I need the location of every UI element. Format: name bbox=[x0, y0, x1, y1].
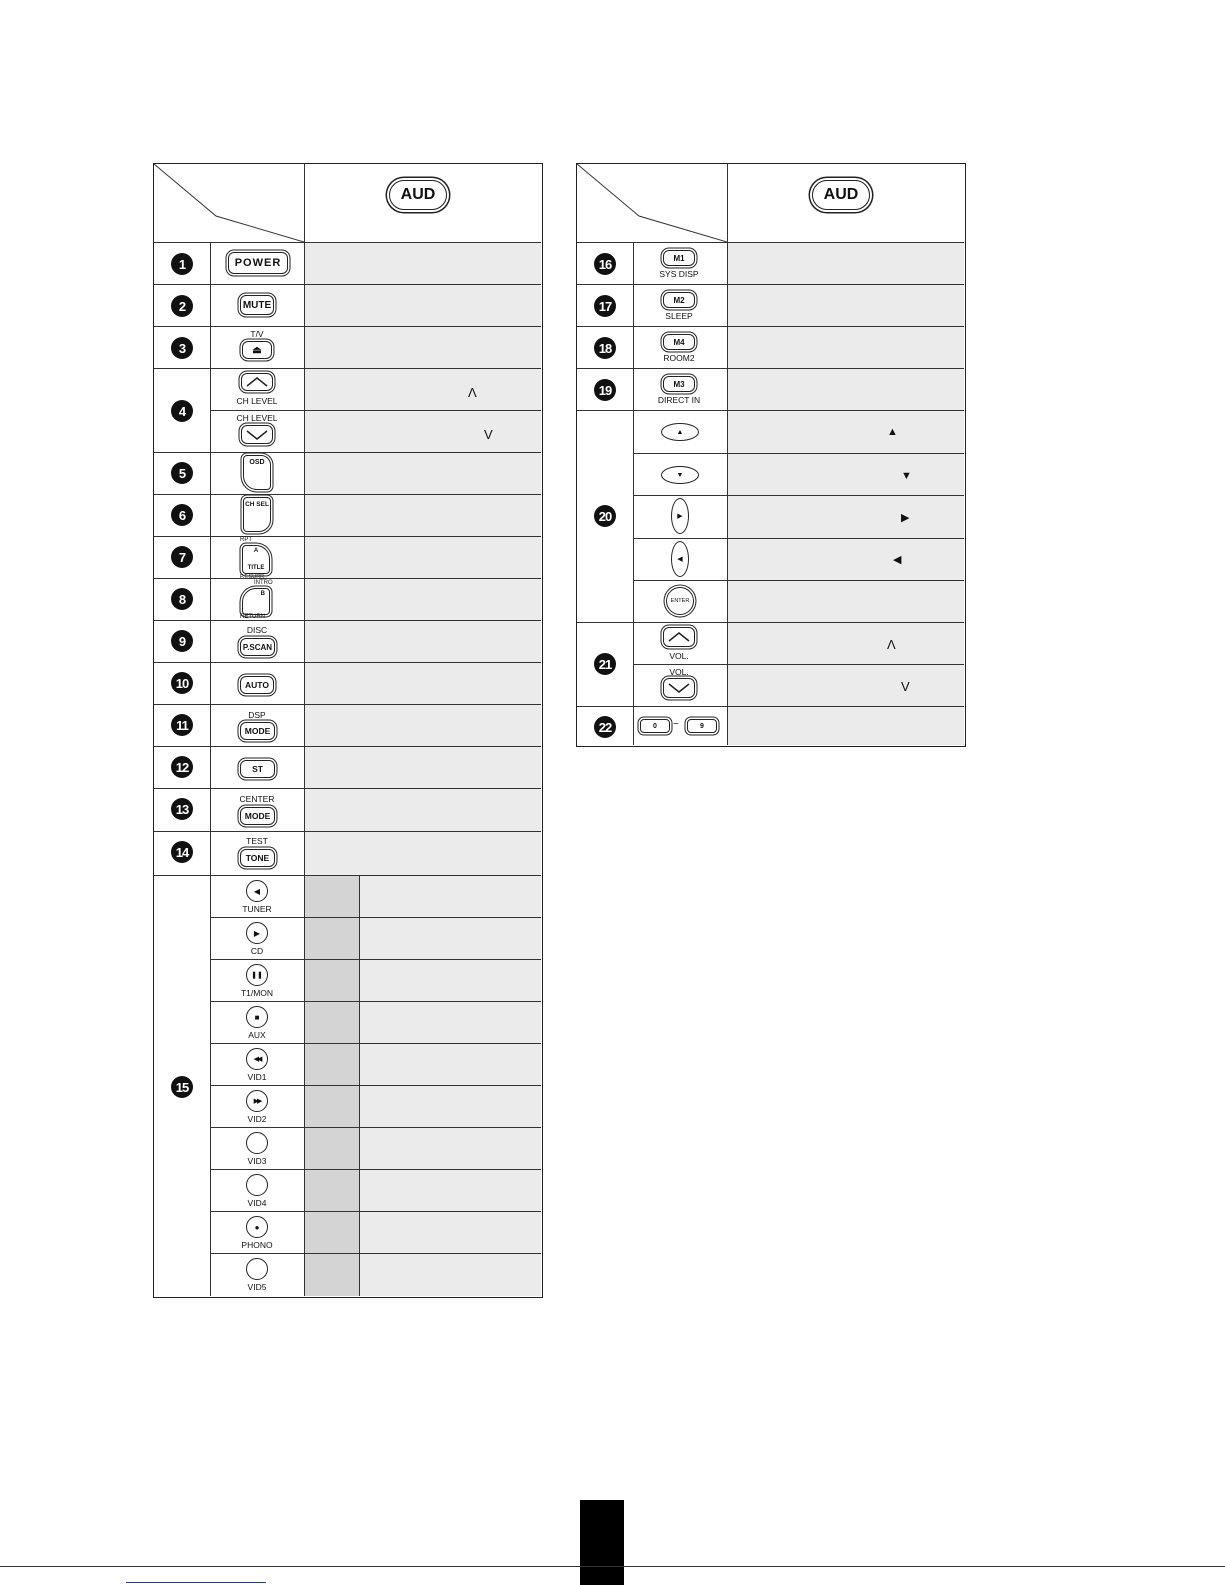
vid3-button[interactable] bbox=[246, 1132, 268, 1154]
vid2-label: VID2 bbox=[247, 1114, 267, 1124]
a-label: A bbox=[253, 548, 259, 554]
intro-label: INTRO bbox=[254, 580, 273, 586]
row-number: 15 bbox=[171, 1076, 193, 1098]
left-function-table bbox=[153, 163, 543, 1298]
row-number: 20 bbox=[594, 505, 616, 527]
chevron-up-icon bbox=[246, 377, 268, 387]
row-number: 9 bbox=[171, 630, 193, 652]
tilde-label: ~ bbox=[673, 719, 679, 730]
title-a-button[interactable] bbox=[242, 545, 270, 574]
row-number: 17 bbox=[594, 295, 616, 317]
title-label: TITLE bbox=[247, 565, 265, 571]
row-number: 13 bbox=[171, 798, 193, 820]
st-button[interactable]: ST bbox=[240, 760, 275, 778]
chevron-down-icon bbox=[246, 430, 268, 440]
up-mark-icon: ▲ bbox=[887, 426, 898, 438]
row-number: 8 bbox=[171, 588, 193, 610]
disc-label: DISC bbox=[246, 625, 268, 635]
row-number: 7 bbox=[171, 546, 193, 568]
row-number: 18 bbox=[594, 337, 616, 359]
vid5-button[interactable] bbox=[246, 1258, 268, 1280]
ch-level-label: CH LEVEL bbox=[236, 396, 278, 406]
phono-label: PHONO bbox=[241, 1240, 273, 1250]
ch-level-up-button[interactable] bbox=[241, 373, 273, 391]
ft-surr-label: F.T.SURR bbox=[240, 574, 265, 580]
tuner-button[interactable]: ◀ bbox=[246, 880, 268, 902]
room2-label: ROOM2 bbox=[663, 353, 695, 363]
ch-level-label: CH LEVEL bbox=[236, 413, 278, 423]
row-number: 14 bbox=[171, 841, 193, 863]
row-number: 3 bbox=[171, 337, 193, 359]
row-number: 2 bbox=[171, 295, 193, 317]
row-number: 10 bbox=[171, 672, 193, 694]
footer-link-underline bbox=[126, 1582, 266, 1583]
cd-button[interactable]: ▶ bbox=[246, 922, 268, 944]
sleep-label: SLEEP bbox=[665, 311, 693, 321]
eject-button[interactable]: ⏏ bbox=[242, 341, 272, 359]
row-number: 1 bbox=[171, 253, 193, 275]
p-scan-button[interactable]: P.SCAN bbox=[240, 638, 275, 656]
return-label: RETURN bbox=[240, 614, 265, 620]
row-number: 12 bbox=[171, 756, 193, 778]
cursor-right-button[interactable]: ▶ bbox=[671, 498, 689, 534]
phono-button[interactable]: ● bbox=[246, 1216, 268, 1238]
digit-9-button[interactable]: 9 bbox=[687, 719, 717, 733]
cursor-up-button[interactable]: ▲ bbox=[661, 423, 699, 441]
chevron-up-icon bbox=[668, 632, 690, 642]
aux-label: AUX bbox=[248, 1030, 266, 1040]
vid1-button[interactable]: ◀◀ bbox=[246, 1048, 268, 1070]
vid1-label: VID1 bbox=[247, 1072, 267, 1082]
ch-sel-button[interactable]: CH SEL bbox=[243, 497, 271, 532]
cursor-left-button[interactable]: ◀ bbox=[671, 541, 689, 577]
digit-0-button[interactable]: 0 bbox=[640, 719, 670, 733]
vol-up-button[interactable] bbox=[663, 627, 695, 647]
aux-button[interactable]: ■ bbox=[246, 1006, 268, 1028]
sys-disp-label: SYS DISP bbox=[659, 269, 699, 279]
ch-level-down-button[interactable] bbox=[241, 425, 273, 444]
t1-mon-label: T1/MON bbox=[240, 988, 274, 998]
up-mark-icon: Λ bbox=[468, 385, 477, 400]
dsp-label: DSP bbox=[248, 710, 266, 720]
tuner-label: TUNER bbox=[242, 904, 272, 914]
test-label: TEST bbox=[246, 836, 268, 846]
up-mark-icon: Λ bbox=[887, 637, 896, 652]
row-number: 22 bbox=[594, 716, 616, 738]
return-b-button[interactable]: B bbox=[242, 588, 270, 615]
m2-button[interactable]: M2 bbox=[663, 292, 695, 308]
dsp-mode-button[interactable]: MODE bbox=[240, 722, 275, 740]
row-number: 16 bbox=[594, 253, 616, 275]
row-number: 5 bbox=[171, 462, 193, 484]
description-column bbox=[728, 243, 964, 745]
header-diagonal bbox=[577, 164, 727, 242]
row-number: 11 bbox=[171, 714, 193, 736]
source-group-cell bbox=[305, 876, 359, 1296]
row-number: 6 bbox=[171, 504, 193, 526]
cursor-down-button[interactable]: ▼ bbox=[661, 466, 699, 484]
vol-label: VOL. bbox=[669, 651, 689, 661]
page-number-tab bbox=[580, 1500, 624, 1585]
cd-label: CD bbox=[250, 946, 264, 956]
m3-button[interactable]: M3 bbox=[663, 376, 695, 392]
row-number: 4 bbox=[171, 400, 193, 422]
down-mark-icon: V bbox=[484, 427, 493, 442]
center-mode-button[interactable]: MODE bbox=[240, 807, 275, 825]
vid2-button[interactable]: ▶▶ bbox=[246, 1090, 268, 1112]
vol-label: VOL. bbox=[669, 667, 689, 677]
m4-button[interactable]: M4 bbox=[663, 334, 695, 350]
vid3-label: VID3 bbox=[247, 1156, 267, 1166]
header-diagonal bbox=[154, 164, 304, 242]
tv-label: T/V bbox=[250, 329, 264, 339]
auto-button[interactable]: AUTO bbox=[240, 676, 274, 694]
vid4-button[interactable] bbox=[246, 1174, 268, 1196]
row-number: 21 bbox=[594, 653, 616, 675]
osd-button[interactable]: OSD bbox=[243, 455, 271, 490]
left-mark-icon: ◀ bbox=[893, 554, 902, 566]
row-number: 19 bbox=[594, 379, 616, 401]
power-button[interactable]: POWER bbox=[228, 252, 288, 274]
aud-mode-button: AUD bbox=[389, 180, 447, 210]
right-function-table bbox=[576, 163, 966, 747]
test-tone-button[interactable]: TONE bbox=[240, 849, 275, 867]
t1-mon-button[interactable]: ❚❚ bbox=[246, 964, 268, 986]
vol-down-button[interactable] bbox=[663, 678, 695, 698]
aud-mode-button: AUD bbox=[812, 180, 870, 210]
mute-button[interactable]: MUTE bbox=[240, 295, 274, 315]
direct-in-label: DIRECT IN bbox=[657, 395, 701, 405]
down-mark-icon: V bbox=[901, 679, 910, 694]
description-column bbox=[305, 243, 541, 875]
footer-rule bbox=[0, 1566, 1225, 1567]
chevron-down-icon bbox=[668, 683, 690, 693]
right-mark-icon: ▶ bbox=[901, 512, 910, 524]
source-description-column bbox=[360, 876, 541, 1296]
vid4-label: VID4 bbox=[247, 1198, 267, 1208]
vid5-label: VID5 bbox=[247, 1282, 267, 1292]
down-mark-icon: ▼ bbox=[901, 470, 912, 482]
m1-button[interactable]: M1 bbox=[663, 250, 695, 266]
center-label: CENTER bbox=[239, 794, 275, 804]
rpt-label: RPT bbox=[240, 537, 252, 543]
enter-button[interactable]: ENTER bbox=[666, 587, 694, 615]
